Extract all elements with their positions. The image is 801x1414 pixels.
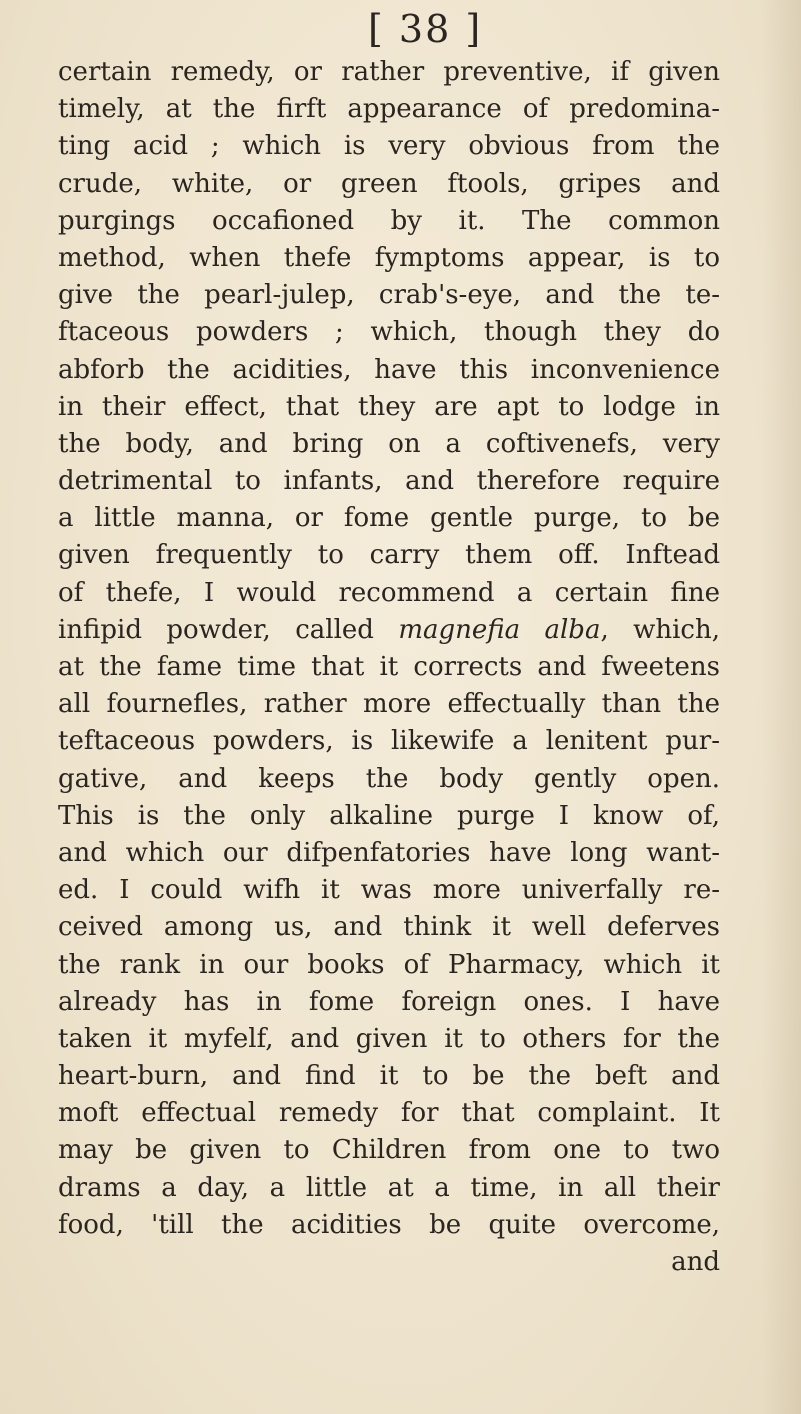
text-line: taken it myfelf, and given it to others for the (58, 1023, 720, 1054)
text-line: This is the only alkaline purge I know of, (58, 800, 720, 831)
text-line: crude, white, or green ftools, gripes and (58, 168, 720, 199)
text-line: food, 'till the acidities be quite overcome, (58, 1209, 720, 1240)
text-line: timely, at the firft appearance of predomina- (58, 94, 720, 125)
text-line: given frequently to carry them off. Inftead (58, 540, 720, 571)
text-line: ceived among us, and think it well deferves (58, 912, 720, 943)
text-line: give the pearl-julep, crab's-eye, and the te- (58, 280, 720, 311)
text-line: and which our difpenfatories have long want- (58, 837, 720, 868)
text-segment: , which, (600, 614, 720, 645)
text-line: detrimental to infants, and therefore require (58, 466, 720, 497)
page-number: [ 38 ] (368, 7, 483, 51)
text-line: already has in fome foreign ones. I have (58, 986, 720, 1017)
text-line: ting acid ; which is very obvious from the (58, 131, 720, 162)
text-line: ed. I could wifh it was more univerfally re- (58, 875, 720, 906)
text-line: certain remedy, or rather preventive, if given (58, 57, 720, 87)
body-text (58, 54, 720, 1281)
text-line: moft effectual remedy for that complaint. It (58, 1098, 720, 1129)
text-line: purgings occafioned by it. The common (58, 205, 720, 236)
text-line: the body, and bring on a coftivenefs, very (58, 428, 720, 459)
text-line: all fournefles, rather more effectually than the (58, 689, 720, 720)
text-line: abforb the acidities, have this inconvenience (58, 354, 720, 385)
text-line: teftaceous powders, is likewife a lenitent pur- (58, 726, 720, 757)
text-line: and (671, 1247, 720, 1277)
text-line: gative, and keeps the body gently open. (58, 763, 720, 794)
text-line: heart-burn, and find it to be the beft and (58, 1061, 720, 1092)
text-line: in their effect, that they are apt to lodge in (58, 391, 720, 422)
text-segment: infipid powder, called (58, 614, 399, 645)
text-line: drams a day, a little at a time, in all their (58, 1172, 720, 1203)
text-line: a little manna, or fome gentle purge, to be (58, 503, 720, 534)
text-line: may be given to Children from one to two (58, 1135, 720, 1166)
italic-term: magnefia alba (398, 614, 601, 645)
text-line (58, 612, 720, 649)
text-line: at the fame time that it corrects and fweetens (58, 652, 720, 682)
text-line: the rank in our books of Pharmacy, which it (58, 949, 720, 980)
text-line: of thefe, I would recommend a certain fine (58, 577, 720, 608)
text-line: ftaceous powders ; which, though they do (58, 317, 720, 348)
text-line: method, when thefe fymptoms appear, is to (58, 242, 720, 273)
